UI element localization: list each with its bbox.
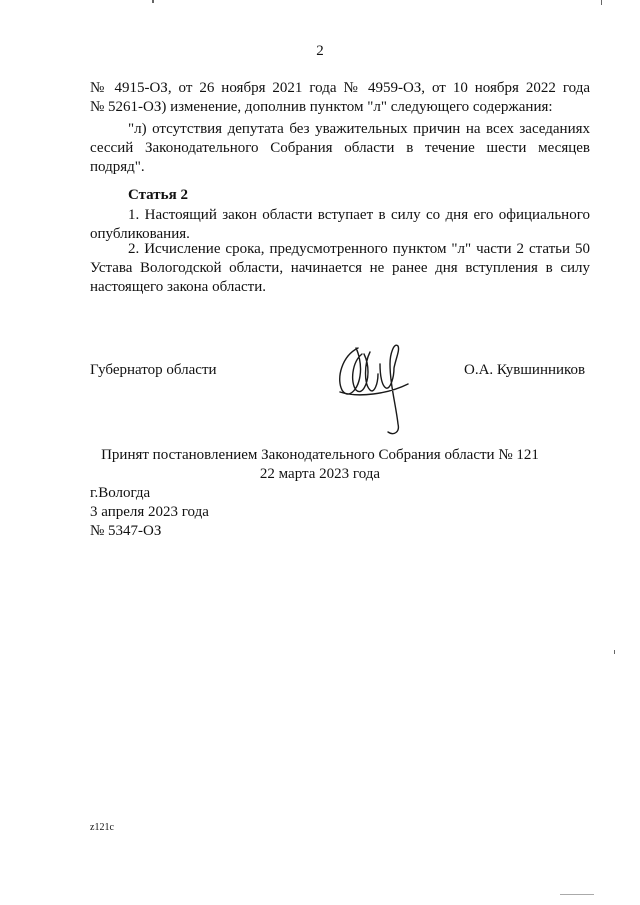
governor-name: О.А. Кувшинников xyxy=(464,362,586,378)
article-2-item-1: 1. Настоящий закон области вступает в силу со дня его официального опубликования. xyxy=(90,207,590,242)
place-city: г.Вологда xyxy=(90,485,151,501)
article-2-item-2: 2. Исчисление срока, предусмотренного пунктом "л" части 2 статьи 50 Устава Вологодской области, начинается не ранее дня вступления в силу настоящего закона области. xyxy=(90,241,590,295)
adoption-line-1: Принят постановлением Законодательного Собрания области № 121 xyxy=(101,447,539,463)
handwritten-signature xyxy=(328,328,418,440)
signing-date: 3 апреля 2023 года xyxy=(90,504,209,520)
law-number: № 5347-ОЗ xyxy=(90,523,162,539)
article-2-heading: Статья 2 xyxy=(128,187,188,203)
scan-artifact-right xyxy=(614,650,615,654)
intro-line-1: № 4915-ОЗ, от 26 ноября 2021 года № 4959-ОЗ, от 10 ноября 2022 года xyxy=(90,80,590,96)
page-number: 2 xyxy=(316,43,324,59)
footer-code: z121c xyxy=(90,822,114,833)
scan-artifact-bottom xyxy=(560,894,594,895)
intro-line-2: № 5261-ОЗ) изменение, дополнив пунктом "л" следующего содержания: xyxy=(90,99,553,115)
governor-title: Губернатор области xyxy=(90,362,217,378)
scan-artifact-top-right xyxy=(601,0,602,5)
scan-artifact-top xyxy=(152,0,154,3)
clause-l-text: "л) отсутствия депутата без уважительных причин на всех заседаниях сессий Законодательного Собрания области в течение шести месяцев подряд". xyxy=(90,121,590,175)
adoption-date: 22 марта 2023 года xyxy=(259,466,381,482)
